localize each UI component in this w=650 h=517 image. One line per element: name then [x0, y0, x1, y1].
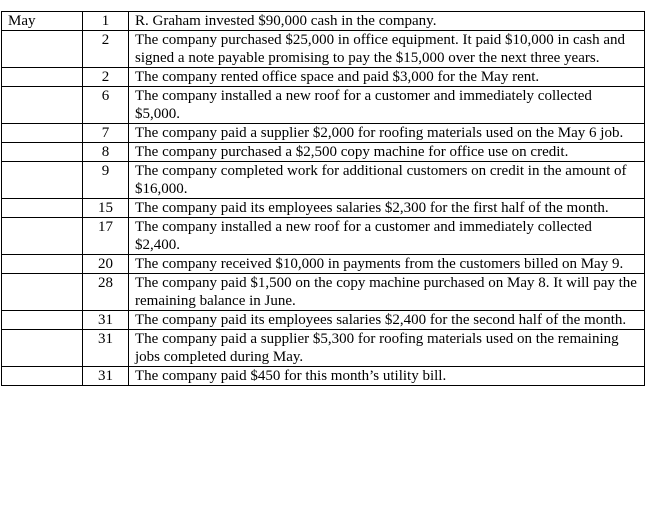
transactions-body [2, 12, 645, 386]
table-row [2, 218, 645, 255]
description-cell: The company paid its employees salaries $2,400 for the second half of the month. [129, 311, 645, 330]
table-row [2, 87, 645, 124]
description-cell: The company installed a new roof for a customer and immediately collected $2,400. [129, 218, 645, 255]
description-cell: The company received $10,000 in payments from the customers billed on May 9. [129, 255, 645, 274]
table-row [2, 274, 645, 311]
month-cell-empty [2, 162, 83, 199]
day-cell: 8 [83, 143, 129, 162]
month-cell-empty [2, 274, 83, 311]
description-cell: The company paid a supplier $2,000 for roofing materials used on the May 6 job. [129, 124, 645, 143]
table-row [2, 255, 645, 274]
table-row [2, 124, 645, 143]
month-cell-empty [2, 330, 83, 367]
month-cell-empty [2, 311, 83, 330]
day-cell: 2 [83, 68, 129, 87]
description-cell: The company paid its employees salaries $2,300 for the first half of the month. [129, 199, 645, 218]
day-cell: 2 [83, 31, 129, 68]
table-row [2, 68, 645, 87]
table-row [2, 143, 645, 162]
description-cell: The company paid $1,500 on the copy machine purchased on May 8. It will pay the remaining balance in June. [129, 274, 645, 311]
table-row [2, 367, 645, 386]
month-cell-empty [2, 199, 83, 218]
month-cell-empty [2, 31, 83, 68]
table-row [2, 162, 645, 199]
month-cell-empty [2, 124, 83, 143]
day-cell: 15 [83, 199, 129, 218]
month-cell-empty [2, 143, 83, 162]
description-cell: R. Graham invested $90,000 cash in the company. [129, 12, 645, 31]
description-cell: The company purchased a $2,500 copy machine for office use on credit. [129, 143, 645, 162]
table-row [2, 330, 645, 367]
month-cell-empty [2, 68, 83, 87]
transactions-table [1, 11, 645, 386]
description-cell: The company installed a new roof for a customer and immediately collected $5,000. [129, 87, 645, 124]
month-cell-empty [2, 218, 83, 255]
month-cell-empty [2, 87, 83, 124]
table-row [2, 311, 645, 330]
day-cell: 28 [83, 274, 129, 311]
day-cell: 20 [83, 255, 129, 274]
description-cell: The company paid $450 for this month’s utility bill. [129, 367, 645, 386]
table-row [2, 199, 645, 218]
description-cell: The company rented office space and paid $3,000 for the May rent. [129, 68, 645, 87]
day-cell: 6 [83, 87, 129, 124]
day-cell: 1 [83, 12, 129, 31]
table-row [2, 12, 645, 31]
table-row [2, 31, 645, 68]
description-cell: The company completed work for additional customers on credit in the amount of $16,000. [129, 162, 645, 199]
day-cell: 31 [83, 330, 129, 367]
day-cell: 9 [83, 162, 129, 199]
month-cell: May [2, 12, 83, 31]
month-cell-empty [2, 255, 83, 274]
description-cell: The company paid a supplier $5,300 for roofing materials used on the remaining jobs completed during May. [129, 330, 645, 367]
description-cell: The company purchased $25,000 in office equipment. It paid $10,000 in cash and signed a note payable promising to pay the $15,000 over the next three years. [129, 31, 645, 68]
day-cell: 31 [83, 367, 129, 386]
day-cell: 7 [83, 124, 129, 143]
day-cell: 31 [83, 311, 129, 330]
day-cell: 17 [83, 218, 129, 255]
month-cell-empty [2, 367, 83, 386]
